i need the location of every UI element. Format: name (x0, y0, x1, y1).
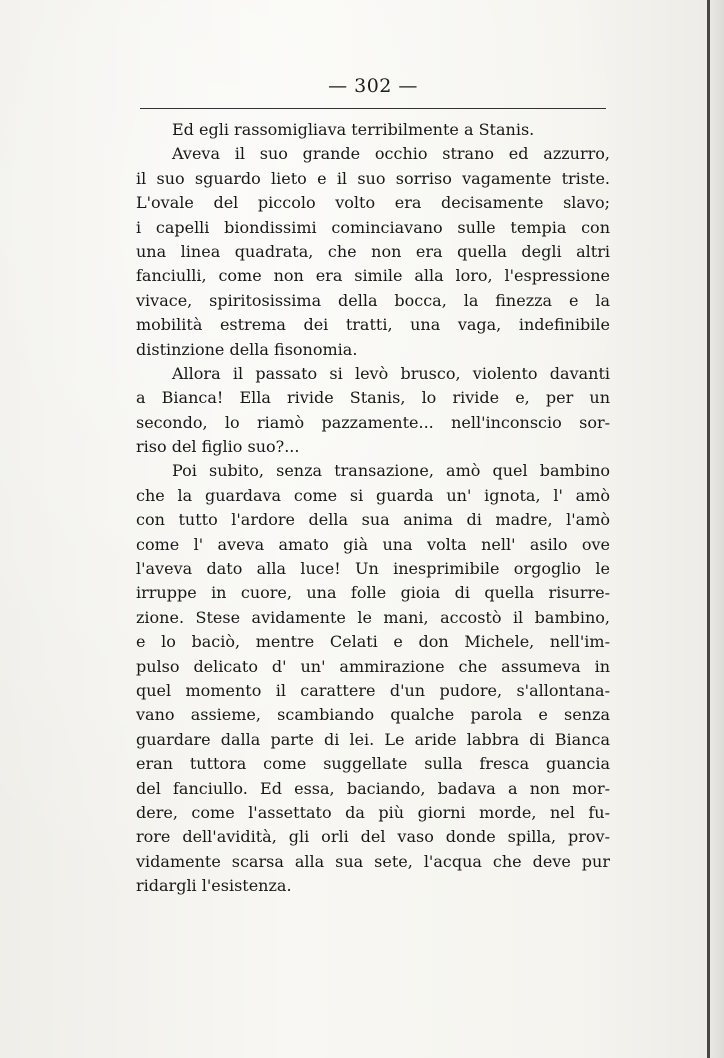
text-line: vidamente scarsa alla sua sete, l'acqua che deve pur (136, 851, 610, 871)
text-line: dere, come l'assettato da più giorni morde, nel fu- (136, 802, 610, 822)
text-line: del fanciullo. Ed essa, baciando, badava a non mor- (136, 778, 610, 798)
text-line: rore dell'avidità, gli orli del vaso donde spilla, prov- (136, 827, 610, 847)
text-line: Poi subito, senza transazione, amò quel bambino (172, 461, 610, 481)
page-edge-shadow (710, 0, 724, 1058)
text-line: l'aveva dato alla luce! Un inesprimibile orgoglio le (136, 559, 610, 579)
text-line: irruppe in cuore, una folle gioia di quella risurre- (136, 583, 610, 603)
text-line: mobilità estrema dei tratti, una vaga, indefinibile (136, 315, 610, 335)
text-line: Ed egli rassomigliava terribilmente a Stanis. (172, 120, 535, 139)
body-text (136, 118, 610, 899)
text-line: guardare dalla parte di lei. Le aride labbra di Bianca (136, 729, 610, 749)
text-line: vano assieme, scambiando qualche parola e senza (136, 705, 610, 725)
text-line: i capelli biondissimi cominciavano sulle tempia con (136, 217, 610, 237)
text-line: pulso delicato d' un' ammirazione che assumeva in (136, 656, 610, 676)
text-line: il suo sguardo lieto e il suo sorriso vagamente triste. (136, 168, 610, 188)
text-line: come l' aveva amato già una volta nell' asilo ove (136, 534, 610, 554)
text-line: ridargli l'esistenza. (136, 876, 292, 896)
text-line: L'ovale del piccolo volto era decisamente slavo; (136, 193, 610, 213)
text-line: con tutto l'ardore della sua anima di madre, l'amò (136, 510, 610, 530)
text-line: una linea quadrata, che non era quella degli altri (136, 241, 610, 261)
text-line: Allora il passato si levò brusco, violento davanti (172, 363, 610, 383)
text-line: riso del figlio suo?... (136, 437, 300, 457)
text-line: vivace, spiritosissima della bocca, la finezza e la (136, 290, 610, 310)
page-number: — 302 — (328, 75, 418, 97)
text-line: secondo, lo riamò pazzamente... nell'inconscio sor- (136, 412, 610, 432)
header-rule (140, 108, 606, 109)
text-line: e lo baciò, mentre Celati e don Michele, nell'im- (136, 632, 610, 652)
text-line: fanciulli, come non era simile alla loro, l'espressione (136, 266, 610, 286)
text-line: quel momento il carattere d'un pudore, s'allontana- (136, 680, 610, 700)
text-line: Aveva il suo grande occhio strano ed azzurro, (172, 144, 610, 164)
text-line: che la guardava come si guarda un' ignota, l' amò (136, 485, 610, 505)
text-line: eran tuttora come suggellate sulla fresca guancia (136, 754, 610, 774)
page-edge-line (707, 0, 710, 1058)
text-line: a Bianca! Ella rivide Stanis, lo rivide e, per un (136, 388, 610, 408)
text-line: zione. Stese avidamente le mani, accostò il bambino, (136, 607, 610, 627)
text-line: distinzione della fisonomia. (136, 339, 358, 359)
